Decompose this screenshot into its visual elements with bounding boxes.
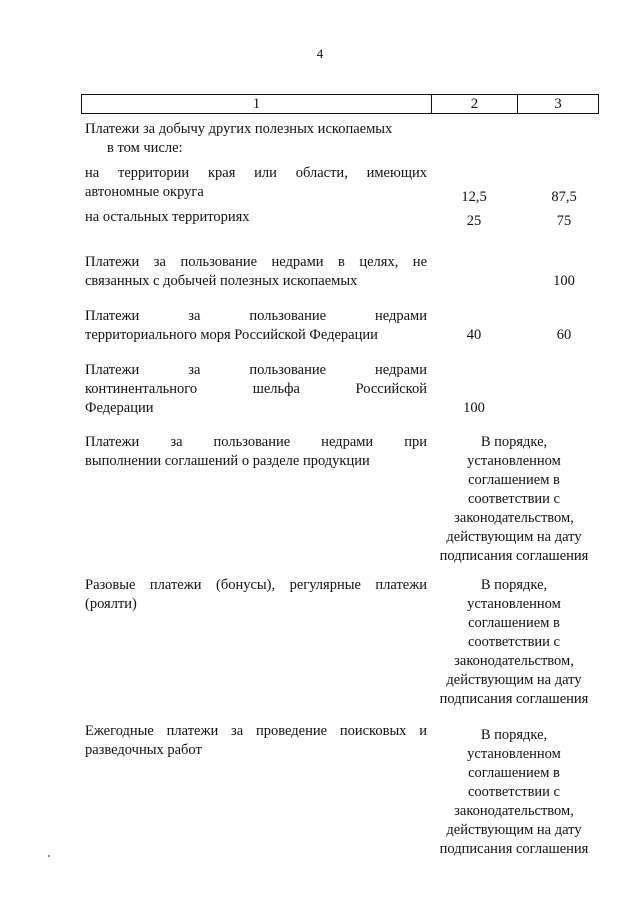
row-non-mining-col3: 100 <box>553 273 575 289</box>
table-header <box>81 94 599 114</box>
row-annual-note: В порядке, установленном соглашением в соответствии с законодательством, действующим на дату подписания соглашения <box>439 727 589 857</box>
row-other-territories-col3: 75 <box>556 213 572 229</box>
row-shelf-col2: 100 <box>463 400 485 416</box>
header-col-2: 2 <box>432 95 518 113</box>
header-col-3: 3 <box>554 95 562 112</box>
row-non-mining-label: Платежи за пользование недрами в целях, не связанных с добычей полезных ископаемых <box>85 254 427 289</box>
row-other-territories-label: на остальных территориях <box>85 209 250 225</box>
row-territorial-sea-col3: 60 <box>556 327 572 343</box>
row-psa-note: В порядке, установленном соглашением в соответствии с законодательством, действующим на дату подписания соглашения <box>439 434 589 564</box>
row-other-territories-col2: 25 <box>466 213 482 229</box>
row-bonuses-note: В порядке, установленном соглашением в соответствии с законодательством, действующим на дату подписания соглашения <box>439 577 589 707</box>
header-col-1: 1 <box>82 95 432 113</box>
row-territorial-sea-col2: 40 <box>466 327 482 343</box>
scan-speck <box>48 855 50 857</box>
row-shelf-label: Платежи за пользование недрами континентального шельфа Российской Федерации <box>85 362 427 416</box>
row-annual-label: Ежегодные платежи за проведение поисковых и разведочных работ <box>85 723 427 758</box>
row-autonomous-label: на территории края или области, имеющих автономные округа <box>85 165 427 200</box>
row-autonomous-col2: 12,5 <box>461 189 487 205</box>
row-bonuses-label: Разовые платежи (бонусы), регулярные платежи (роялти) <box>85 577 427 612</box>
page-number: 4 <box>316 46 324 61</box>
row-other-minerals-label: Платежи за добычу других полезных ископаемых в том числе: <box>85 121 393 156</box>
row-autonomous-col3: 87,5 <box>551 189 577 205</box>
row-psa-label: Платежи за пользование недрами при выполнении соглашений о разделе продукции <box>85 434 427 469</box>
row-territorial-sea-label: Платежи за пользование недрами территориального моря Российской Федерации <box>85 308 427 343</box>
